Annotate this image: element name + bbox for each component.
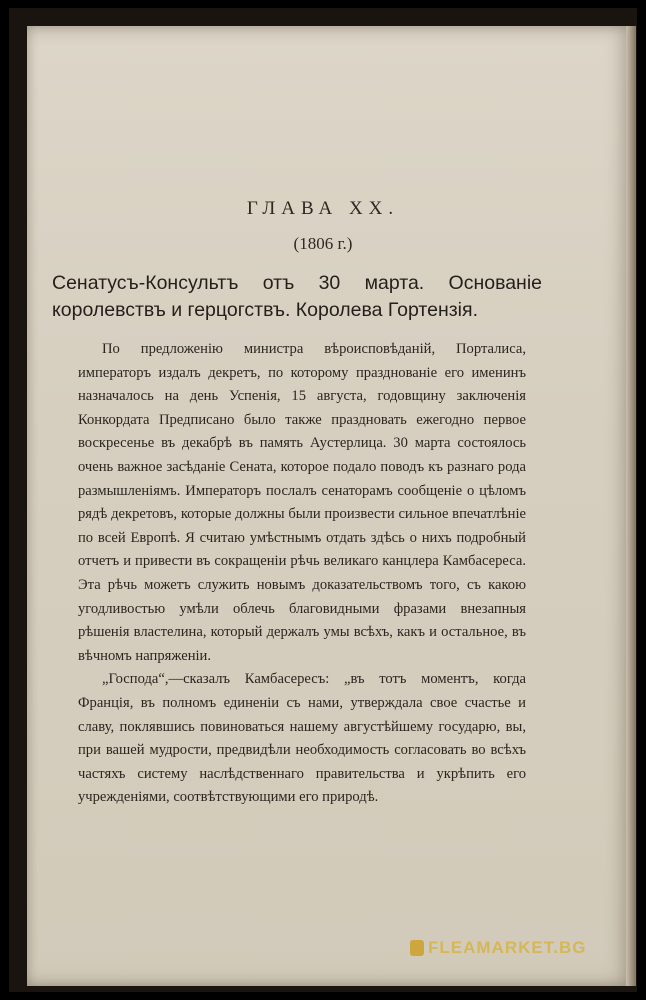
- chapter-title: ГЛАВА XX.: [246, 198, 400, 219]
- paragraph-1: По предложенію министра вѣроисповѣданій, Порталиса, императоръ издалъ декретъ, по которому празднованіе его именинъ назначалось на день Успенія, 15 августа, годовщину заключенія Конкордата Предписано было также праздновать ежегодно первое воскресенье въ декабрѣ въ память Аустерлица. 30 марта состоялось очень важное засѣданіе Сената, которое подало поводъ къ разнаго рода размышленіямъ. Императоръ послалъ сенаторамъ сообщеніе о цѣломъ рядѣ декретовъ, которые должны были произвести сильное впечатлѣніе по всей Европѣ. Я считаю умѣстнымъ отдать здѣсь о нихъ подробный отчетъ и привести въ сокращеніи рѣчь великаго канцлера Камбасереса. Эта рѣчь можетъ служить новымъ доказательствомъ того, съ какою угодливостью умѣли облечь благовидными фразами внезапныя рѣшенія властелина, который держалъ умы всѣхъ, какъ и остальное, въ вѣчномъ напряженіи.: [78, 341, 526, 664]
- chapter-heading: Сенатусъ-Консультъ отъ 30 марта. Основаніе королевствъ и герцогствъ. Королева Гортензія.: [52, 272, 542, 321]
- paragraph-2: „Господа“,—сказалъ Камбасересъ: „въ тотъ моментъ, когда Франція, въ полномъ единеніи съ нами, утверждала свое счастье и славу, поклявшись повиноваться нашему августѣйшему государю, вы, при вашей мудрости, предвидѣли необходимость согласовать во всѣхъ частяхъ систему наслѣдственнаго правительства и укрѣпить его учрежденіями, соотвѣтствующими его природѣ.: [78, 671, 526, 806]
- page-edge: [626, 26, 634, 986]
- chapter-year: (1806 г.): [293, 234, 353, 253]
- fleamarket-logo-icon: [410, 940, 424, 956]
- body-text: [78, 338, 526, 810]
- watermark: FLEAMARKET.BG: [428, 938, 587, 957]
